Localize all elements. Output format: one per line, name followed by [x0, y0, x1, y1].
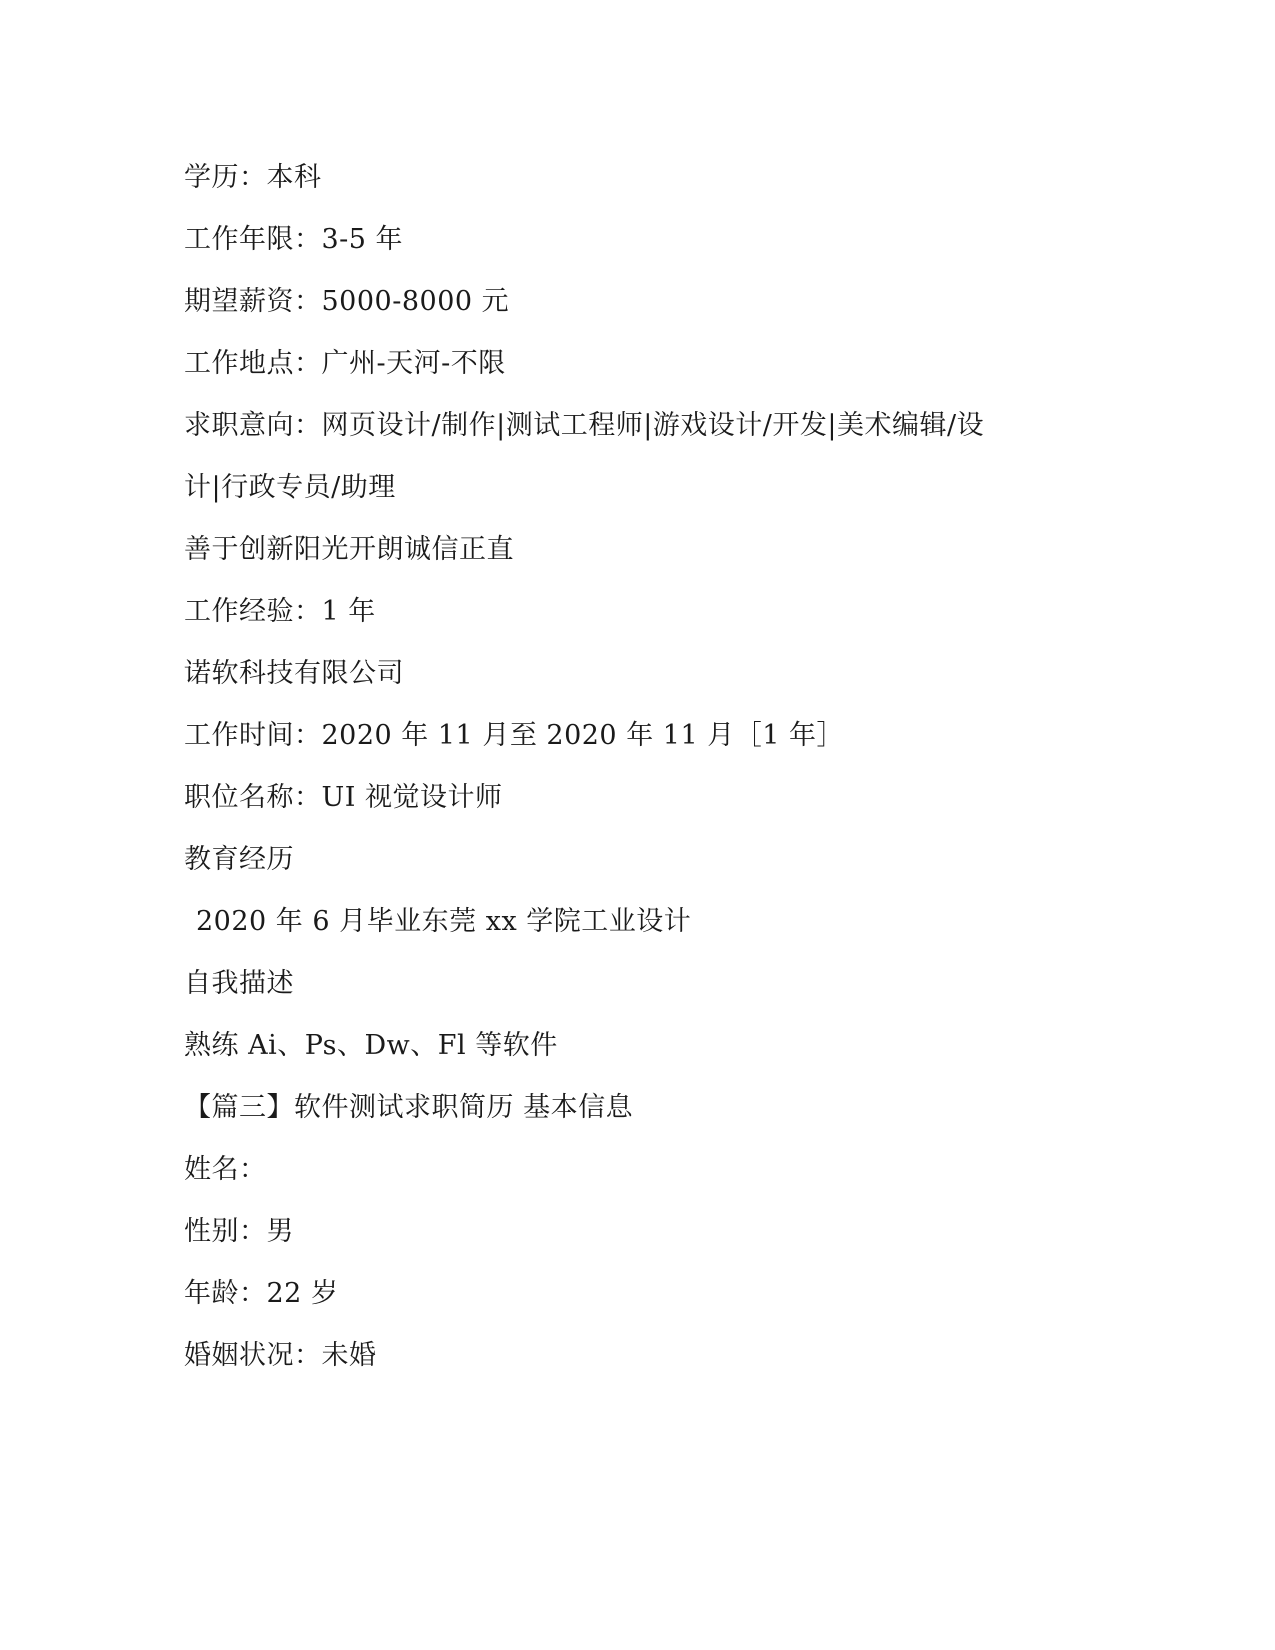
- section-three-heading: 【篇三】软件测试求职简历 基本信息: [184, 1092, 634, 1123]
- marital-status-line: 婚姻状况：未婚: [184, 1340, 377, 1371]
- work-location-line: 工作地点：广州-天河-不限: [184, 348, 506, 379]
- name-line: 姓名：: [184, 1154, 267, 1185]
- job-intention-line: 求职意向：网页设计/制作|测试工程师|游戏设计/开发|美术编辑/设: [184, 410, 985, 441]
- personality-line: 善于创新阳光开朗诚信正直: [184, 534, 514, 565]
- graduation-line: 2020 年 6 月毕业东莞 xx 学院工业设计: [196, 906, 692, 937]
- document-body: [184, 156, 1064, 1396]
- expected-salary-line: 期望薪资：5000-8000 元: [184, 286, 510, 317]
- work-period-line: 工作时间：2020 年 11 月至 2020 年 11 月［1 年］: [184, 720, 844, 751]
- self-description-heading: 自我描述: [184, 968, 294, 999]
- job-intention-continued-line: 计|行政专员/助理: [184, 472, 396, 503]
- job-title-line: 职位名称：UI 视觉设计师: [184, 782, 503, 813]
- age-line: 年龄：22 岁: [184, 1278, 339, 1309]
- gender-line: 性别：男: [184, 1216, 294, 1247]
- company-name-line: 诺软科技有限公司: [184, 658, 404, 689]
- work-experience-line: 工作经验：1 年: [184, 596, 376, 627]
- education-level-line: 学历：本科: [184, 162, 322, 193]
- work-years-line: 工作年限：3-5 年: [184, 224, 404, 255]
- education-heading: 教育经历: [184, 844, 294, 875]
- software-skills-line: 熟练 Ai、Ps、Dw、Fl 等软件: [184, 1030, 558, 1061]
